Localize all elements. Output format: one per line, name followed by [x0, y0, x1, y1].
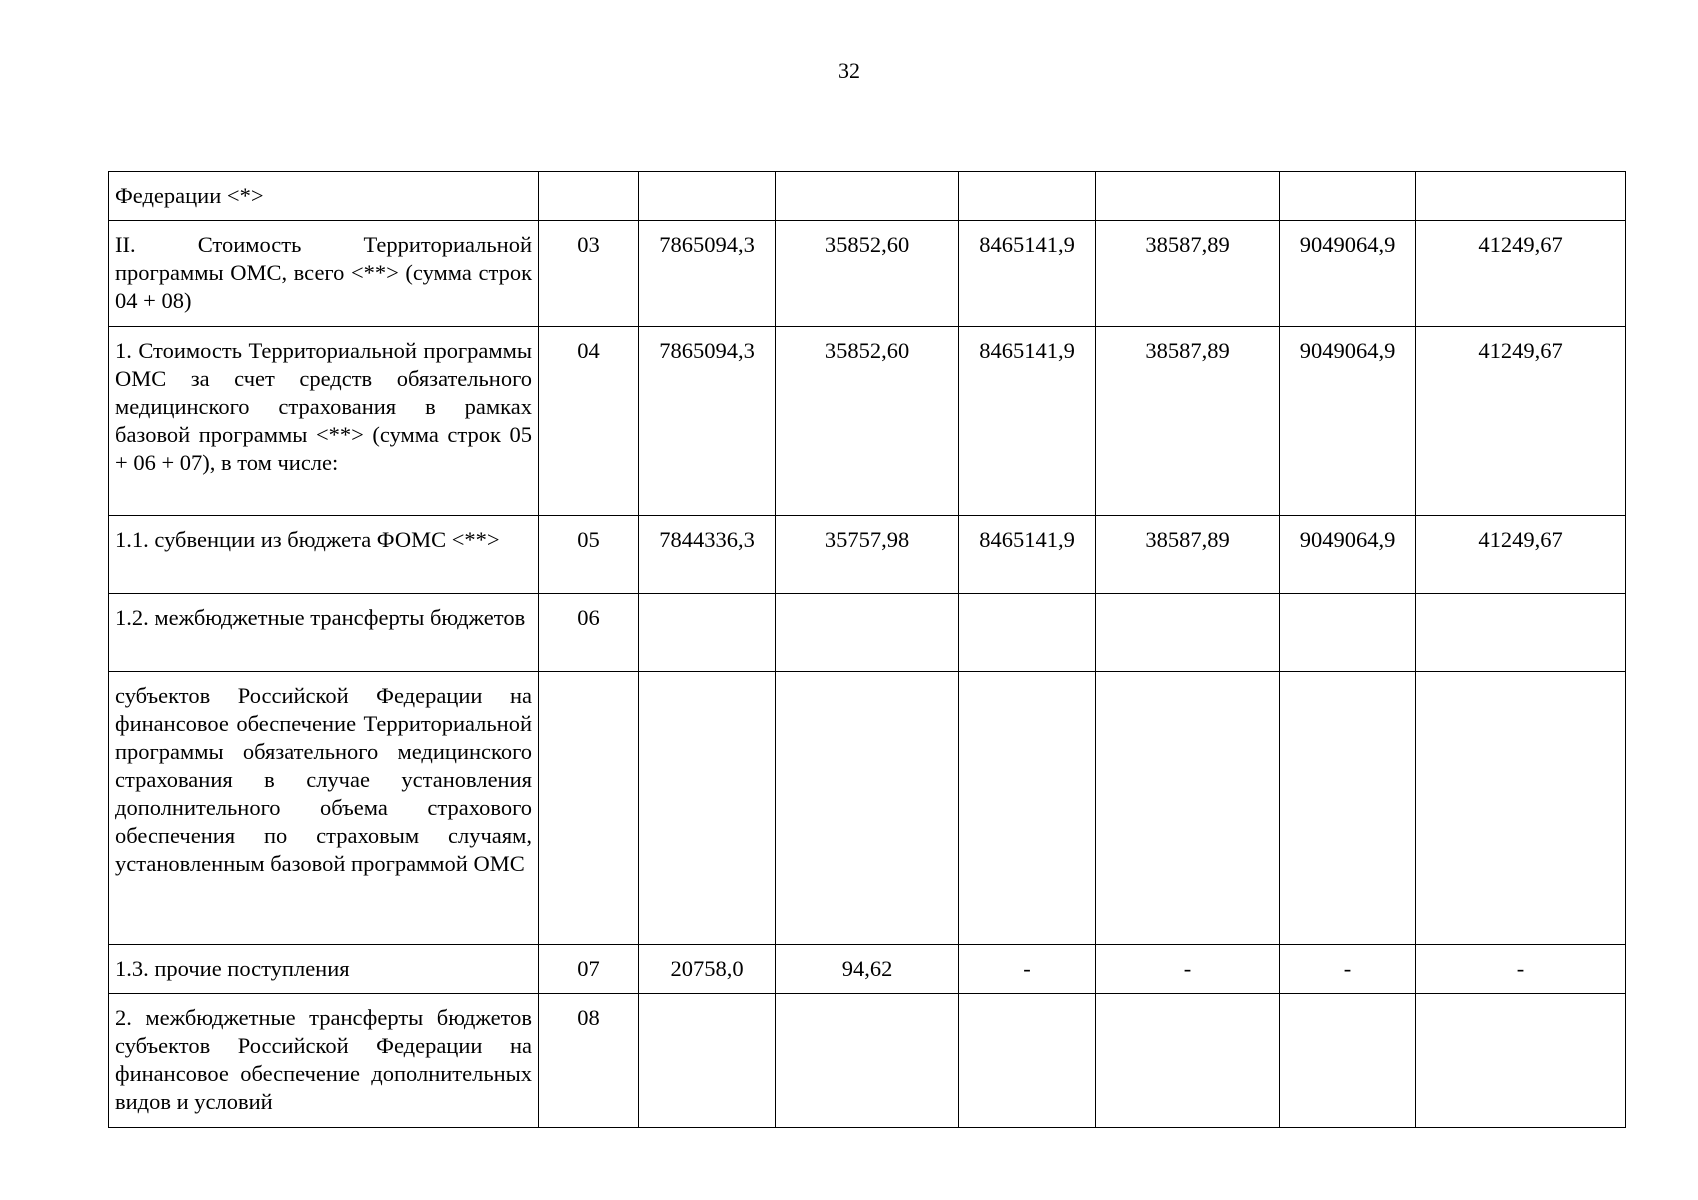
cell-value	[1096, 594, 1280, 672]
cell-value: -	[1416, 945, 1626, 994]
cell-value	[1416, 672, 1626, 945]
cell-value	[959, 594, 1096, 672]
row-description: 1.2. межбюджетные трансферты бюджетов	[109, 594, 539, 672]
row-description: 1. Стоимость Территориальной программы ОМС за счет средств обязательного медицинского страхования в рамках базовой программы <**> (сумма строк 05 + 06 + 07), в том числе:	[109, 327, 539, 516]
cell-value	[1280, 994, 1416, 1128]
cell-value: 7865094,3	[639, 221, 776, 327]
row-line-code: 05	[539, 516, 639, 594]
cell-value: 41249,67	[1416, 327, 1626, 516]
cell-value	[959, 672, 1096, 945]
cell-value: 7844336,3	[639, 516, 776, 594]
cell-value: 35757,98	[776, 516, 959, 594]
row-line-code: 04	[539, 327, 639, 516]
cell-value	[776, 672, 959, 945]
row-description: субъектов Российской Федерации на финансовое обеспечение Территориальной программы обязательного медицинского страхования в случае установления дополнительного объема страхового обеспечения по страховым случаям, установленным базовой программой ОМС	[109, 672, 539, 945]
cell-value	[1416, 994, 1626, 1128]
row-description: 1.1. субвенции из бюджета ФОМС <**>	[109, 516, 539, 594]
cell-value: 41249,67	[1416, 221, 1626, 327]
cell-value	[1280, 594, 1416, 672]
table-row	[109, 594, 1626, 672]
cell-value: 9049064,9	[1280, 327, 1416, 516]
cell-value: -	[1280, 945, 1416, 994]
cell-value: 35852,60	[776, 221, 959, 327]
row-line-code: 03	[539, 221, 639, 327]
table-row	[109, 945, 1626, 994]
table-row	[109, 672, 1626, 945]
cell-value: -	[1096, 945, 1280, 994]
cell-value	[639, 172, 776, 221]
cell-value	[639, 594, 776, 672]
cell-value	[1280, 172, 1416, 221]
cell-value	[959, 994, 1096, 1128]
cell-value: 38587,89	[1096, 516, 1280, 594]
table-row	[109, 221, 1626, 327]
cell-value	[639, 994, 776, 1128]
cell-value: 8465141,9	[959, 327, 1096, 516]
cell-value	[1416, 172, 1626, 221]
cell-value	[959, 172, 1096, 221]
table-row	[109, 172, 1626, 221]
cell-value	[776, 172, 959, 221]
row-description: 1.3. прочие поступления	[109, 945, 539, 994]
financing-table	[108, 171, 1626, 1128]
cell-value: 94,62	[776, 945, 959, 994]
page-number: 32	[838, 58, 860, 83]
row-description: II. Стоимость Территориальной программы ОМС, всего <**> (сумма строк 04 + 08)	[109, 221, 539, 327]
row-line-code	[539, 672, 639, 945]
row-description: 2. межбюджетные трансферты бюджетов субъектов Российской Федерации на финансовое обеспечение дополнительных видов и условий	[109, 994, 539, 1128]
cell-value	[1096, 994, 1280, 1128]
cell-value: 9049064,9	[1280, 221, 1416, 327]
row-line-code: 06	[539, 594, 639, 672]
cell-value	[1280, 672, 1416, 945]
cell-value: 20758,0	[639, 945, 776, 994]
row-line-code	[539, 172, 639, 221]
cell-value: 8465141,9	[959, 221, 1096, 327]
cell-value: 8465141,9	[959, 516, 1096, 594]
table-row	[109, 994, 1626, 1128]
row-line-code: 08	[539, 994, 639, 1128]
cell-value	[639, 672, 776, 945]
cell-value	[776, 994, 959, 1128]
cell-value: 41249,67	[1416, 516, 1626, 594]
cell-value	[1416, 594, 1626, 672]
cell-value: 38587,89	[1096, 221, 1280, 327]
cell-value: 35852,60	[776, 327, 959, 516]
cell-value: 7865094,3	[639, 327, 776, 516]
table-row	[109, 327, 1626, 516]
cell-value	[1096, 672, 1280, 945]
cell-value	[1096, 172, 1280, 221]
cell-value: -	[959, 945, 1096, 994]
table-row	[109, 516, 1626, 594]
cell-value: 38587,89	[1096, 327, 1280, 516]
cell-value	[776, 594, 959, 672]
row-description: Федерации <*>	[109, 172, 539, 221]
cell-value: 9049064,9	[1280, 516, 1416, 594]
row-line-code: 07	[539, 945, 639, 994]
